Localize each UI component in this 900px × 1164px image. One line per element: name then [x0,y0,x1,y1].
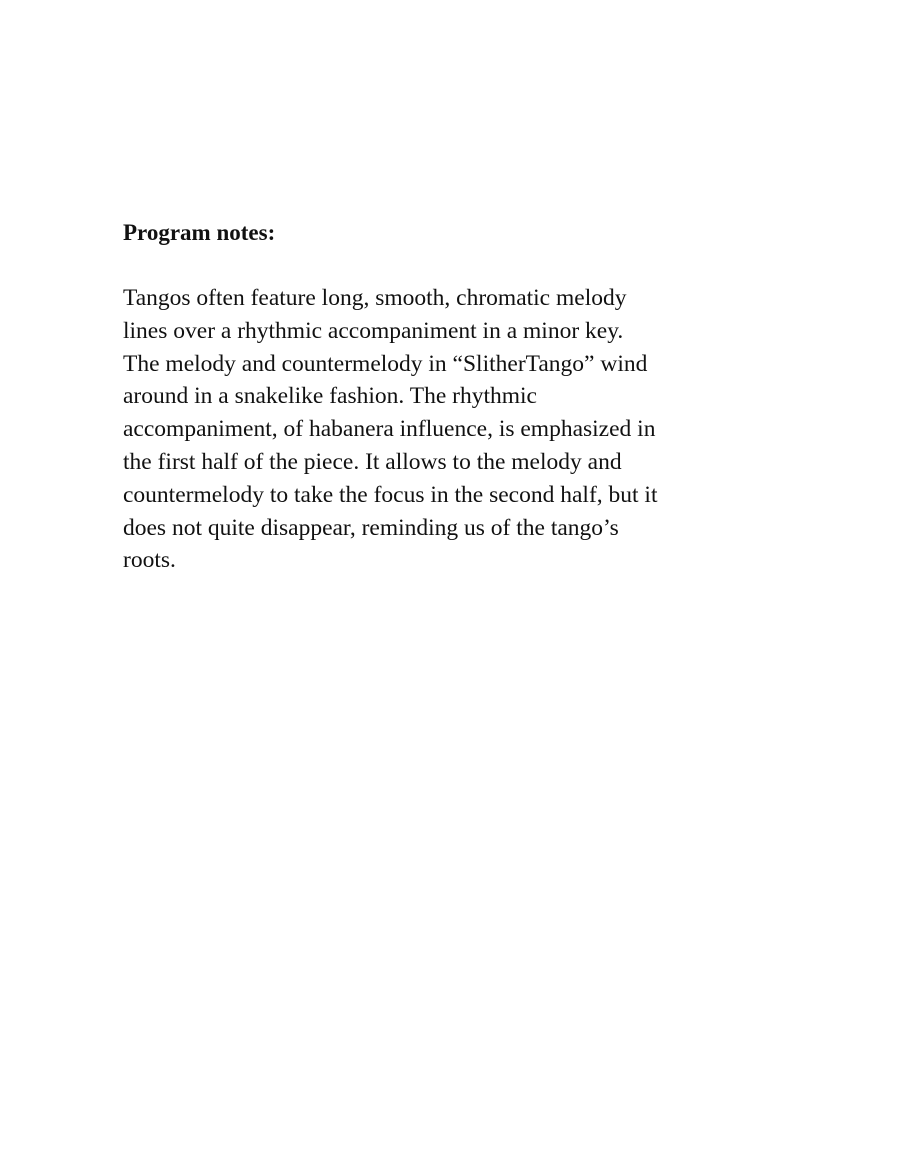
paragraph-line: The melody and countermelody in “SlitherTango” wind [123,350,648,377]
paragraph-line: Tangos often feature long, smooth, chromatic melody [123,285,627,311]
program-notes-section [123,216,763,577]
paragraph-line: the first half of the piece. It allows to the melody and [123,448,622,475]
paragraph-line: lines over a rhythmic accompaniment in a minor key. [123,317,624,344]
program-notes-paragraph [123,282,763,577]
paragraph-line: around in a snakelike fashion. The rhythmic [123,383,537,410]
paragraph-line: does not quite disappear, reminding us of the tango’s [123,514,619,541]
paragraph-line: accompaniment, of habanera influence, is emphasized in [123,416,656,443]
paragraph-line: roots. [123,547,176,574]
program-notes-heading: Program notes: [123,220,276,245]
paragraph-line: countermelody to take the focus in the second half, but it [123,481,658,508]
